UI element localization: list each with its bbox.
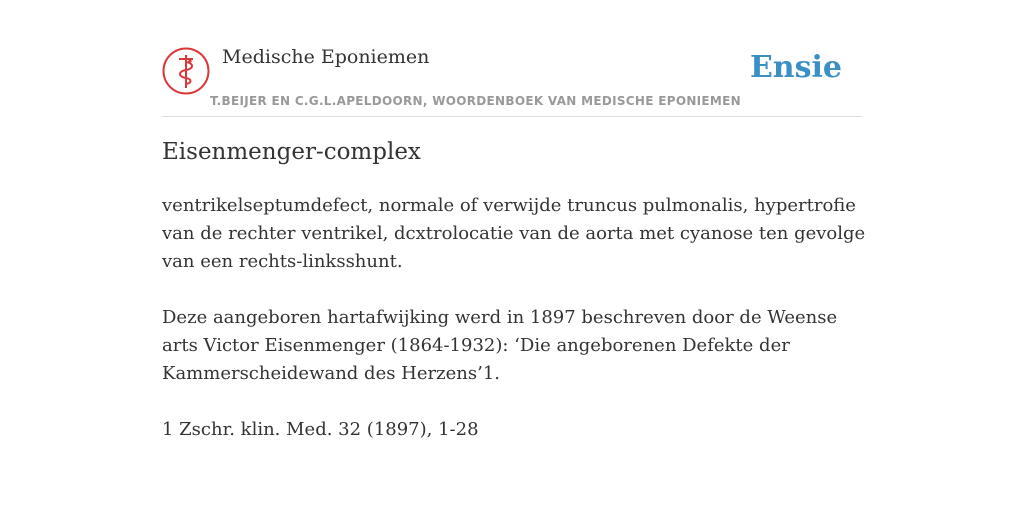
header xyxy=(162,44,862,117)
footnote: 1 Zschr. klin. Med. 32 (1897), 1-28 xyxy=(162,419,479,440)
definition-paragraph: ventrikelseptumdefect, normale of verwijde truncus pulmonalis, hypertrofie van de rechter ventrikel, dcxtrolocatie van de aorta met cyanose ten gevolge van een rechts-linksshunt. xyxy=(162,195,866,272)
entry-title: Eisenmenger-complex xyxy=(162,139,421,165)
ensie-logo-link[interactable]: Ensie xyxy=(749,50,842,85)
caduceus-icon[interactable] xyxy=(162,47,210,95)
site-title[interactable]: Medische Eponiemen xyxy=(222,46,430,68)
history-paragraph: Deze aangeboren hartafwijking werd in 1897 beschreven door de Weense arts Victor Eisenmenger (1864-1932): ‘Die angeborenen Defekte der Kammerscheidewand des Herzens’1. xyxy=(162,307,838,384)
source-line[interactable]: T.BEIJER EN C.G.L.APELDOORN, WOORDENBOEK VAN MEDISCHE EPONIEMEN xyxy=(210,94,742,108)
entry-body xyxy=(162,192,872,472)
